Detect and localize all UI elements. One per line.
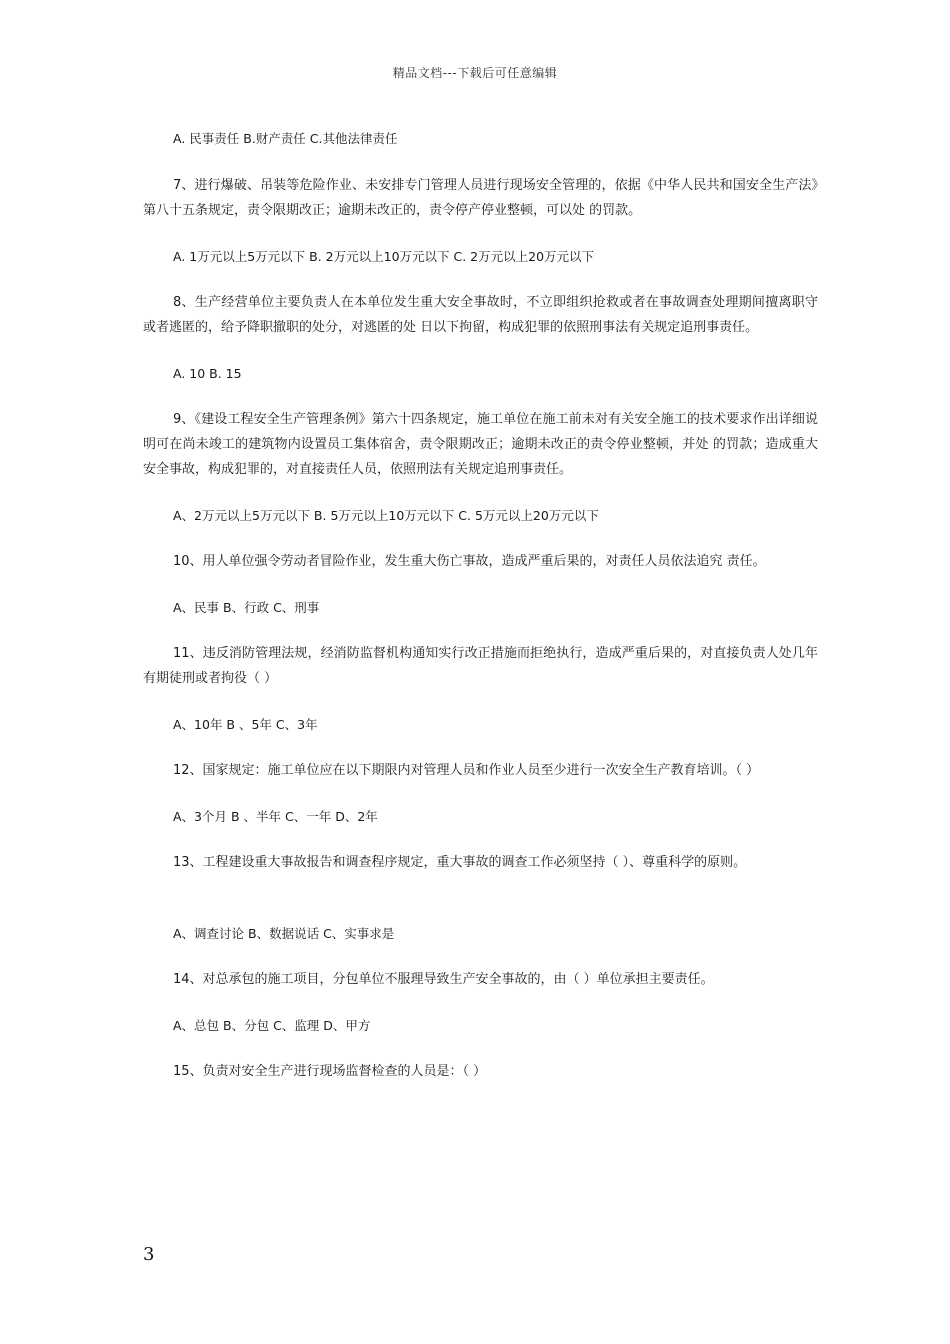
question-8: 8、生产经营单位主要负责人在本单位发生重大安全事故时，不立即组织抢救或者在事故调查处理期间擅离职守或者逃匿的，给予降职撤职的处分，对逃匿的处 日以下拘留，构成犯罪的依照刑事法有关规定追刑事责任。 (143, 295, 818, 335)
question-11: 11、违反消防管理法规，经消防监督机构通知实行改正措施而拒绝执行，造成严重后果的，对直接负责人处几年有期徒刑或者拘役（ ） (143, 646, 818, 686)
answer-options-14: A、总包 B、分包 C、监理 D、甲方 (173, 1018, 371, 1033)
answer-options-13: A、调查讨论 B、数据说话 C、实事求是 (173, 926, 395, 941)
question-12: 12、国家规定：施工单位应在以下期限内对管理人员和作业人员至少进行一次安全生产教育培训。（ ） (173, 763, 760, 778)
answer-options-11: A、10年 B 、5年 C、3年 (173, 717, 318, 732)
page-header: 精品文档---下载后可任意编辑 (392, 66, 558, 80)
document-body (143, 126, 818, 1084)
answer-options-12: A、3个月 B 、半年 C、一年 D、2年 (173, 809, 378, 824)
answer-options-6: A. 民事责任 B.财产责任 C.其他法律责任 (173, 131, 398, 146)
question-15: 15、负责对安全生产进行现场监督检查的人员是：（ ） (173, 1064, 487, 1079)
question-7: 7、进行爆破、吊装等危险作业、未安排专门管理人员进行现场安全管理的，依据《中华人民共和国安全生产法》第八十五条规定，责令限期改正；逾期未改正的，责令停产停业整顿，可以处 的罚款。 (143, 178, 818, 218)
answer-options-10: A、民事 B、行政 C、刑事 (173, 600, 320, 615)
answer-options-9: A、2万元以上5万元以下 B. 5万元以上10万元以下 C. 5万元以上20万元以下 (173, 508, 599, 523)
question-9: 9、《建设工程安全生产管理条例》第六十四条规定，施工单位在施工前未对有关安全施工的技术要求作出详细说明可在尚未竣工的建筑物内设置员工集体宿舍，责令限期改正；逾期未改正的责令停业整顿，并处 的罚款；造成重大安全事故，构成犯罪的，对直接责任人员，依照刑法有关规定追刑事责任。 (143, 412, 818, 477)
question-10: 10、用人单位强令劳动者冒险作业，发生重大伤亡事故，造成严重后果的，对责任人员依法追究 责任。 (173, 554, 766, 569)
answer-options-7: A. 1万元以上5万元以下 B. 2万元以上10万元以下 C. 2万元以上20万元以下 (173, 249, 595, 264)
page-number: 3 (143, 1244, 155, 1265)
answer-options-8: A. 10 B. 15 (173, 366, 242, 381)
question-13: 13、工程建设重大事故报告和调查程序规定，重大事故的调查工作必须坚持（ ）、尊重科学的原则。 (173, 855, 747, 870)
question-14: 14、对总承包的施工项目，分包单位不服理导致生产安全事故的，由（ ）单位承担主要责任。 (173, 972, 714, 987)
